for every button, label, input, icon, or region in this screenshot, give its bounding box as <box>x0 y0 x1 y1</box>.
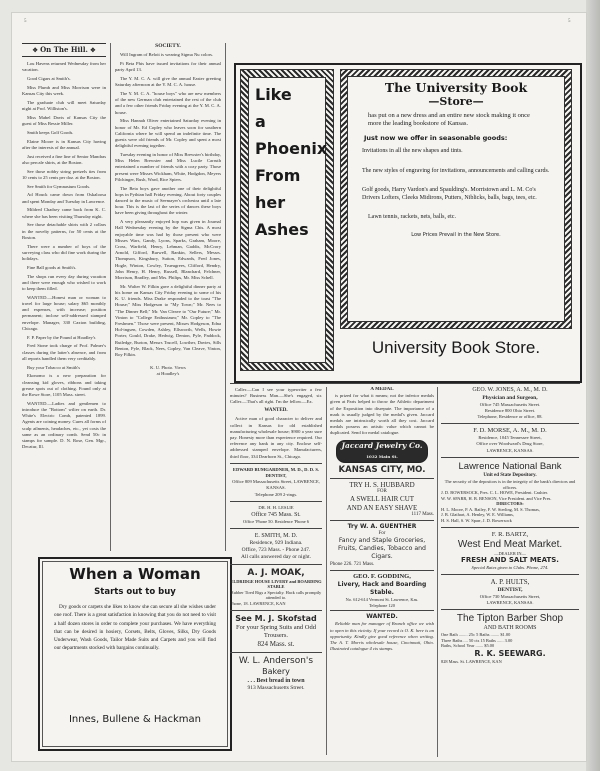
news-item: Fred Stone took charge of Prof. Palmer's classes during the latter's absence, and from all reports handled them very creditably. <box>22 343 106 361</box>
bank-directors-2: J. B. Glathart, A. Henley, W. E. Williams, <box>441 512 514 518</box>
photo-views-line2: at Hoadley's <box>156 371 180 377</box>
smith-calls: All calls answered day or night. <box>241 553 311 560</box>
bumgardner-name: EDWARD BUMGARDNER, M. D., D. D. S. <box>232 466 320 472</box>
column-society <box>115 43 221 549</box>
column-rule <box>326 387 327 755</box>
jones-residence: Residence 800 Ohio Street. <box>484 407 536 413</box>
guenther-name: Try W. A. GUENTHER <box>347 523 417 531</box>
page-number: 5 <box>568 19 571 24</box>
hults-office: Office 730 Massachusetts Street, <box>479 593 541 599</box>
bank-officers-2: W. W. SPARR, H. B. BENSON, Vice President. and Vice Pres. <box>441 495 552 501</box>
seward-name: R. K. SEEWARG. <box>474 648 546 658</box>
tipton-bath: AND BATH ROOMS <box>483 625 537 632</box>
bank-officers-1: J. D. BOWERSOCK, Pres. C. L. HOWE, President. Cashier. <box>441 490 548 496</box>
news-item: Mr. Walter W. Filkin gave a delightful dinner party at his home on Kansas City Friday evening to some of his K. U. friends. Miss Drake responded to the toast "The House;" Miss Hodgeson to "My Town;" Mr. Nees to "The Dinner Bell;" Mr. Van Cleave to "Our Future;" Mr. Vinton to "College Enthusiasm;" Mr. Copley to "The Freshmen." Those were present, Misses Hodgeson, Edna Hol-ingsen, Cowden, Ashley, Ellsworth, Wells, Howie Porter, Gould, Drake, Hedwig, Denton, Pyle, Paddock, Rutledge, Burton, Messrs Trucell, Lowther, Davies, Sills Benton, Pyle, Black, Nees, Copley, Van Cleave, Vinton, Roy Filkin. <box>115 283 221 358</box>
phoenix-word: a <box>255 112 266 131</box>
moak-phone: Phone, 18. LAWRENCE, KAN <box>230 601 286 607</box>
news-item: Smith keeps Golf Goods. <box>27 129 74 135</box>
phoenix-word: Like <box>255 85 292 104</box>
smith-name: E. SMITH, M. D. <box>254 532 298 539</box>
society-heading: SOCIETY. <box>155 43 181 49</box>
news-item: Mildred Chadsey came back from K. C. where she has been visiting Thursday night. <box>22 207 106 219</box>
page-number: 5 <box>24 19 27 24</box>
news-item: See those detachable shirts with 2 collars in the novelty patterns, for 50 cents at the Boston. <box>22 222 106 240</box>
moak-rigs: Rubber Tired Rigs a Specialty. Hack calls promptly attended to. <box>230 589 322 601</box>
leslie-phones: Office 'Phone 50. Residence 'Phone 6 <box>243 519 309 525</box>
news-item: Miss Plumb and Miss Morrison were in Kansas City this week. <box>22 84 106 96</box>
bumgardner-phone: Telephone 209 2-rings. <box>254 491 298 497</box>
innes-bullene-hackman: Innes, Bullene & Hackman <box>68 714 202 725</box>
on-the-hill-heading: ✥ On The Hill. ✥ <box>22 43 106 57</box>
ubs-item: Golf goods, Harry Vardon's and Spaulding's. Morristown and L. M. Co's Drivers Lofters, Cleeks Midirons, Putters, Niblicks, balls, bags, tees, etc. <box>362 187 537 201</box>
morse-residence: Residence, 1045 Tennessee Street, <box>478 435 542 441</box>
when-a-woman-title: When a Woman <box>69 565 201 583</box>
hubbard-name: TRY H. S. HUBBARD <box>349 480 415 489</box>
hubbard-address: 1117 Mass. <box>411 512 434 518</box>
column-rule <box>110 43 111 551</box>
when-a-woman-ad <box>38 557 232 751</box>
bank-subtitle: Unit ed State Depository. <box>483 472 537 478</box>
caller-joke: Caller.—Can I see your typewriter a few minutes? Business Man.—She's engaged, sir. Caller.—That's all right. I'm the fellow.—Ex. <box>230 387 322 405</box>
phoenix-word: Ashes <box>255 220 309 239</box>
morse-city: LAWRENCE, KANSAS. <box>486 447 534 453</box>
smith-residence: Residence, 929 Indiana. <box>249 539 303 546</box>
anderson-bakery: Bakery <box>262 666 290 676</box>
news-item: WANTED.—Ladies and gentlemen to introduce the "Bottom" wilier on earth. Dr. White's Electric Comb, patented 1899. Agents are coining money. Cures all forms of scalp ailments, headaches, etc., yet costs the same as an ordinary comb. Send 50c in stamps for sample. D. N. Rose, Gen. Mgr., Decatur, Ill. <box>22 400 106 450</box>
news-item: The Y. M. C. A. "house boys" who are new members of the new German club entertained the rest of the club and a few other friends Friday evening at the Y. M. C. A. house. <box>115 91 221 115</box>
news-item: Tuesday evening in honor of Miss Brewster's birthday, Miss Helen Brewster and Miss Lucile Carruth entertained a number of friends with a cozy party. Those present were Misses Wickham, White, Hodgdon, Meyers Pilchinger, Rush, Ward, Rice Spiers. <box>115 152 221 182</box>
hults-city: LAWRENCE, KANSAS. <box>486 599 534 605</box>
skofstad-name: See M. J. Skofstad <box>235 613 317 623</box>
anderson-bread: . . . Best bread in town <box>247 677 305 684</box>
bartz-name: F. R. BARTZ, <box>491 530 529 538</box>
skofstad-address: 824 Mass. st. <box>257 639 295 648</box>
godding-phone: Telephone 120 <box>369 602 395 608</box>
jones-office: Office 745 Massachusetts Street. <box>479 401 541 407</box>
hubbard-shave: AND AN EASY SHAVE <box>346 503 418 512</box>
scan-edge <box>586 0 600 771</box>
phoenix-word: Phoenix <box>255 139 328 158</box>
bumgardner-title: DENTIST, <box>265 473 287 479</box>
bartz-market: West End Meat Market. <box>457 538 563 550</box>
when-a-woman-body: Dry goods or carpets she likes to know she can secure all she wishes under one roof. There is a great satisfaction in knowing that you do not need to visit a half dozen stores in order to complete your purchases. We have everything that can be desired in hosiery, Corsets, Belts, Gloves, Silks, Dry Goods Underwear, Wash Goods, Tailor Made Suits and Carpets and you will find our departments stocked with bargains continually. <box>54 604 216 652</box>
ubs-item: Lawn tennis, rackets, nets, balls, etc. <box>368 214 456 221</box>
moak-stable: ELDRIDGE HOUSE LIVERY and BOARDING STABLE <box>230 578 322 590</box>
jaccard-logo <box>336 440 428 463</box>
news-item: Good Cigars at Smith's. <box>27 76 71 81</box>
wanted-body: Active man of good character to deliver and collect in Kansas for old established manufacturing wholesale house; $900 a year sure pay. Honesty more than experience required. Our reference any bank in any city. Enclose self-addressed stamped envelope. Manufacturers, third floor, 334 Dearborn St., Chicago. <box>230 416 322 459</box>
wanted2-heading: WANTED. <box>366 613 398 621</box>
column-four <box>330 387 434 757</box>
section-rule <box>230 383 580 384</box>
bank-directors-1: H. L. Moore, P. A. Bailey, F. W. Sterling, M. S. Thomas, <box>441 506 540 512</box>
news-item: See those nobby string pretzels ties from 10 cents to 25 cents per doz. at the Boston. <box>22 168 106 180</box>
jaccard-name: Jaccard Jewelry Co. <box>341 440 423 450</box>
ubs-item: Invitations in all the new shapes and tints. <box>362 148 463 154</box>
news-item: Ad Houck came down from Oskaloosa and spent Monday and Tuesday in Lawrence. <box>22 192 106 204</box>
ubs-big-name: University Book Store. <box>371 338 541 357</box>
hubbard-for: FOR <box>377 489 387 495</box>
godding-name: GEO. F. GODDING, <box>353 573 411 581</box>
bank-directors-heading: DIRECTORS: <box>496 501 524 507</box>
smith-office: Office, 723 Mass. - Phone 247. <box>241 546 311 553</box>
news-item: Just received a fine line of Senior Mandras also percale shirts, at the Boston. <box>22 153 106 165</box>
news-item: Buy your Tobacco at Smith's <box>27 364 80 370</box>
news-item: F. P. Paper by the Pound at Hoadley's <box>27 334 96 340</box>
news-item: Miss Hannah Oliver entertained Saturday evening in honor of Mr. Ed Copley who leaves soon for southern California where he will spend an indefinite time. The guests were old friends of Mr. Copley and spent a most delightful evening together. <box>115 118 221 149</box>
moak-name: A. J. MOAK, <box>247 567 305 578</box>
jones-name: GEO. W. JONES, A. M., M. D. <box>472 387 548 393</box>
guenther-phone: Phone 226. 721 Mass. <box>330 562 375 568</box>
kansas-city: KANSAS CITY, MO. <box>338 464 426 475</box>
phoenix-word: From <box>255 166 301 185</box>
news-item: Lou Havens returned Wednesday from her vacation. <box>22 61 106 73</box>
guenther-goods: Fancy and Staple Groceries, Fruits, Candies, Tobacco and Cigars. <box>338 537 426 561</box>
tipton-rates-2: Three Baths .... 50 cts 15 Baths ...... 3.00 <box>441 637 513 643</box>
morse-name: F. D. MORSE, A. M., M. D. <box>473 427 547 435</box>
when-a-woman-subtitle: Starts out to buy <box>94 587 176 597</box>
medal-body: is prized for what it means; not the inferior medals given at Paris helped to throw the Athletic department of the Exposition into disrepute. The importance of a mark is usually judged by the medal's given. Jaccard medals are intrinsically worth all they cost. Jaccard medals possess an artistic value which cannot be duplicated. Send for medal catalogue. <box>330 393 434 436</box>
tipton-rates-3: Baths, School Year ....... $5.00 <box>441 643 495 649</box>
jaccard-address: 1032 Main St. <box>366 453 398 459</box>
medal-heading: A MEDAL <box>370 387 394 392</box>
phoenix-word: her <box>255 193 286 212</box>
phoenix-inner-frame <box>248 77 326 363</box>
ubs-item: The new styles of engraving for invitations, announcements and calling cards. <box>362 167 550 174</box>
hubbard-haircut: A SWELL HAIR CUT <box>349 495 415 504</box>
bank-directors-3: H. S. Hall, S. W. Sparr, J. D. Bowersock <box>441 518 512 524</box>
jones-phone: Telephone, Residence or office, 88. <box>477 413 543 419</box>
bumgardner-address: Office 809 Massachusetts Street, LAWRENCE, KANSAS. <box>232 479 320 491</box>
bartz-rates: Special Rates given to Clubs. Phone, 274. <box>471 565 549 571</box>
column-on-the-hill <box>22 43 106 553</box>
hults-title: DENTIST, <box>497 587 523 594</box>
ubs-title: The University Book <box>384 80 528 95</box>
ubs-just-now: Just now we offer in seasonable goods: <box>364 134 508 142</box>
news-item: Fine Ball goods at Smith's. <box>27 264 77 270</box>
news-item: A very pleasantly enjoyed hop was given in Journal Hall Wednesday evening by the Sigma Chis. A most enjoyable time was had by those present who were Misses Wars, Gandy, Lyons, Sparks, Graham, Moore, Cross, Warfield, Henry, Lehman, Gaddis, McCrory Arnold, Gifford, Burwell, Rankin, Sellers, Messrs. Thompson, Kingsbury, Sutton, Edwards, Fred Jones, Hogle, Winton, Cowley, Trueugrees, Clifford, Hendry, John Henry, H. Henry, Russell, Blanchard, Felchner, Morrison, Bradley, and Mrs. Philips, Mr. Miss Schell. <box>115 219 221 281</box>
column-rule <box>437 387 438 757</box>
news-item: See Smith for Gymnasium Goods. <box>27 183 91 189</box>
news-item: WANTED.—Honest man or woman to travel for large house; salary $65 monthly and expenses, with increase; position permanent; inclose self-addressed stamped envelope. Manager, 330 Caxton building, Chicago. <box>22 294 106 331</box>
anderson-address: 913 Massachusetts Street. <box>247 684 305 691</box>
tipton-name: The Tipton Barber Shop <box>456 613 564 625</box>
bank-title: Lawrence National Bank <box>458 460 562 472</box>
tipton-rates-1: One Bath ........ 25c 5 Baths ........ $1.00 <box>441 632 511 638</box>
news-item: Elaine Moore is in Kansas City having after the interests of the annual. <box>22 138 106 150</box>
news-item: Miss Mabel Davis of Kansas City the guest of Miss Bessie Miller. <box>22 114 106 126</box>
university-book-store-panel <box>234 63 582 383</box>
news-item: The shops run every day during vacation and there were enough who wished to work to keep them filled. <box>22 273 106 291</box>
news-item: The Beta boys gave another one of their delightful hops in Pythian hall Friday evening. About forty couples danced to the music of Seemayer's orchestra until a late hour. This is the last of the series of dances these boys have been giving throughout the winter. <box>115 185 221 216</box>
news-item: The Y. M. C. A. will give the annual Easter greeting Saturday afternoon at the Y. M. C. A. house. <box>115 76 221 88</box>
godding-address: No. 612-614 Vermont St. Lawrence, Kas. <box>345 597 419 603</box>
news-item: Will Ingram of Beloit is wearing Sigma Nu colors. <box>120 52 214 58</box>
anderson-name: W. L. Anderson's <box>238 655 314 666</box>
skofstad-suits: For your Spring Suits and Odd Trousers. <box>236 623 316 639</box>
column-five <box>441 387 579 757</box>
news-item: Pi Beta Phis have issued invitations for their annual party April 13. <box>115 61 221 73</box>
ubs-low-prices: Low Prices Prevail in the New Store. <box>411 231 501 238</box>
seward-address: 828 Mass. St. LAWRENCE, KAN <box>441 658 502 664</box>
godding-stable: Livery, Hack and Boarding Stable. <box>337 581 427 597</box>
wanted-heading: WANTED. <box>264 408 288 414</box>
news-item: The graduate club will meet Saturday night at Prof. Williston's. <box>22 99 106 111</box>
bartz-dealer: —DEALER IN— <box>494 550 526 556</box>
news-item: There were a number of boys of the surveying class who did fine work during the holidays. <box>22 243 106 261</box>
bartz-meats: FRESH AND SALT MEATS. <box>461 556 559 565</box>
guenther-for: For <box>378 531 386 537</box>
leslie-office: Office 745 Mass. St. <box>251 512 301 519</box>
news-item: Ekonomo is a new preparation for cleansing kid gloves, ribbons and taking grease spots out of clothing. Found only at the Rowe Store, 1105 Mass. street. <box>22 373 106 398</box>
photo-views-line1: K. U. Photo. Views <box>150 364 186 370</box>
leslie-name: DR. H. H. LESLIE <box>258 504 294 510</box>
ubs-store: —Store— <box>428 95 484 108</box>
column-rule <box>225 43 226 551</box>
ubs-content <box>347 76 565 322</box>
bank-body: The security of the depositors is in the integrity of the bank's directors and officers. <box>444 478 576 490</box>
newspaper-page <box>12 13 586 761</box>
morse-office: Office over Woodward's Drug Store, <box>476 441 544 447</box>
wanted2-body: Reliable man for manager of Branch office we wish to open in this vicinity. If your record is O. K. here is an opportunity. Kindly give good reference when writing. The A. T. Morris wholesale house, Cincinnati, Ohio. Illustrated catalogue 4 cts stamps. <box>330 621 434 652</box>
jones-title: Physician and Surgeon, <box>482 394 538 401</box>
ubs-description: has put on a new dress and an entire new stock making it once more the leading bookstore of Kansas. <box>368 112 530 127</box>
column-three <box>230 387 322 755</box>
hults-name: A. P. HULTS, <box>490 578 530 587</box>
phoenix-ornate-border <box>240 69 334 371</box>
ubs-ornate-border <box>340 69 572 329</box>
